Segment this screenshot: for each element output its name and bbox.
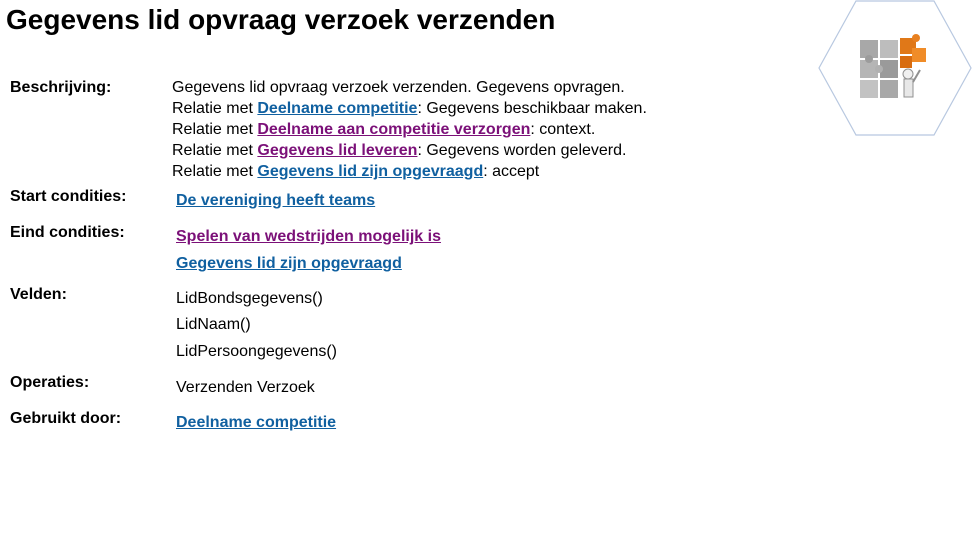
- page-title: Gegevens lid opvraag verzoek verzenden: [6, 4, 556, 35]
- operatie-item: Verzenden Verzoek: [176, 379, 315, 396]
- puzzle-pieces-icon: [856, 34, 928, 102]
- label-operaties: Operaties:: [10, 374, 90, 391]
- relation-suffix: : accept: [483, 163, 540, 180]
- beschrijving-relation-4: [172, 161, 539, 182]
- label-beschrijving: Beschrijving:: [10, 79, 112, 96]
- gebruikt-door-list: [176, 414, 336, 432]
- label-gebruikt-door: Gebruikt door:: [10, 410, 122, 427]
- start-condities-list: [176, 192, 375, 210]
- relation-prefix: Relatie met: [172, 163, 258, 180]
- veld-item: LidBondsgegevens(): [176, 290, 323, 307]
- link-eind-conditie[interactable]: Spelen van wedstrijden mogelijk is: [176, 228, 441, 245]
- link-start-conditie[interactable]: De vereniging heeft teams: [176, 192, 376, 209]
- eind-conditie-2: [176, 255, 402, 273]
- link-deelname-competitie[interactable]: Deelname competitie: [257, 100, 418, 117]
- beschrijving-line-1: Gegevens lid opvraag verzoek verzenden. Gegevens opvragen.: [172, 79, 625, 96]
- link-eind-conditie[interactable]: Gegevens lid zijn opgevraagd: [176, 255, 402, 272]
- relation-prefix: Relatie met: [172, 142, 258, 159]
- label-velden: Velden:: [10, 286, 67, 303]
- veld-item: LidPersoongegevens(): [176, 343, 337, 360]
- beschrijving-relation-3: [172, 140, 626, 161]
- relation-suffix: : context.: [530, 121, 596, 138]
- link-gegevens-lid-leveren[interactable]: Gegevens lid leveren: [257, 142, 418, 159]
- beschrijving-relation-1: [172, 98, 647, 119]
- veld-item: LidNaam(): [176, 316, 251, 333]
- relation-prefix: Relatie met: [172, 121, 258, 138]
- link-gegevens-lid-zijn-opgevraagd[interactable]: Gegevens lid zijn opgevraagd: [257, 163, 484, 180]
- beschrijving-relation-2: [172, 119, 595, 140]
- link-deelname-aan-competitie-verzorgen[interactable]: Deelname aan competitie verzorgen: [257, 121, 531, 138]
- relation-prefix: Relatie met: [172, 100, 258, 117]
- label-start-condities: Start condities:: [10, 188, 127, 205]
- eind-conditie-1: [176, 228, 441, 246]
- relation-suffix: : Gegevens worden geleverd.: [417, 142, 627, 159]
- label-eind-condities: Eind condities:: [10, 224, 125, 241]
- link-gebruikt-door[interactable]: Deelname competitie: [176, 414, 337, 431]
- relation-suffix: : Gegevens beschikbaar maken.: [417, 100, 647, 117]
